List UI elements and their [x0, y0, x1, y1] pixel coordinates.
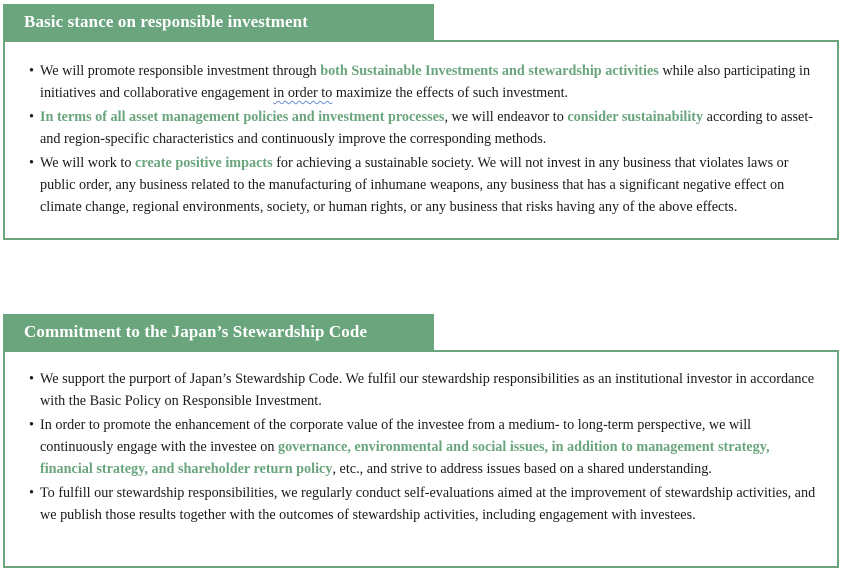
body-text: In order to promote the enhancement of the corporate value of the investee from a medium- to long-term perspective, we will continuously engage with the investee on — [40, 417, 752, 455]
body-text: We will promote responsible investment through — [40, 63, 321, 79]
body-text: according to asset- and region-specific characteristics and continuously improve the corresponding methods. — [40, 109, 814, 147]
body-text: in order to — [273, 85, 333, 101]
bullet-icon: • — [29, 371, 34, 387]
list-item — [5, 60, 837, 104]
section-content-box — [3, 350, 839, 568]
highlighted-text: governance, environmental and social issues, in addition to management strategy, financial strategy, and shareholder return policy — [40, 439, 770, 477]
body-text: while also participating in initiatives and collaborative engagement — [40, 63, 811, 101]
list-item — [5, 152, 837, 218]
highlighted-text: both Sustainable Investments and stewardship activities — [320, 63, 659, 79]
section-content-box — [3, 40, 839, 240]
body-text: , we will endeavor to — [444, 109, 568, 125]
bullet-icon: • — [29, 417, 34, 433]
list-item — [5, 482, 837, 526]
list-item — [5, 106, 837, 150]
section-title-tab: Basic stance on responsible investment — [3, 4, 434, 40]
body-text: We will work to — [40, 155, 136, 171]
body-text: maximize the effects of such investment. — [332, 85, 569, 101]
body-text: We support the purport of Japan’s Stewardship Code. We fulfil our stewardship responsibilities as an institutional investor in accordance with the Basic Policy on Responsible Investment. — [40, 371, 815, 409]
list-item — [5, 414, 837, 480]
body-text: , etc., and strive to address issues based on a shared understanding. — [332, 461, 712, 477]
bullet-icon: • — [29, 155, 34, 171]
body-text: To fulfill our stewardship responsibilities, we regularly conduct self-evaluations aimed at the improvement of stewardship activities, and we publish those results together with the outcomes of stewardship activities, including engagement with investees. — [40, 485, 816, 523]
bullet-list — [5, 368, 837, 526]
bullet-icon: • — [29, 485, 34, 501]
bullet-list — [5, 60, 837, 218]
bullet-icon: • — [29, 63, 34, 79]
highlighted-text: create positive impacts — [135, 155, 273, 171]
section-title-tab: Commitment to the Japan’s Stewardship Code — [3, 314, 434, 350]
body-text: for achieving a sustainable society. We will not invest in any business that violates laws or public order, any business related to the manufacturing of inhumane weapons, any business that has a significant negative effect on climate change, regional environments, society, or human rights, or any business that risks having any of the above effects. — [40, 155, 789, 215]
list-item — [5, 368, 837, 412]
bullet-icon: • — [29, 109, 34, 125]
highlighted-text: consider sustainability — [567, 109, 704, 125]
highlighted-text: In terms of all asset management policies and investment processes — [40, 109, 445, 125]
